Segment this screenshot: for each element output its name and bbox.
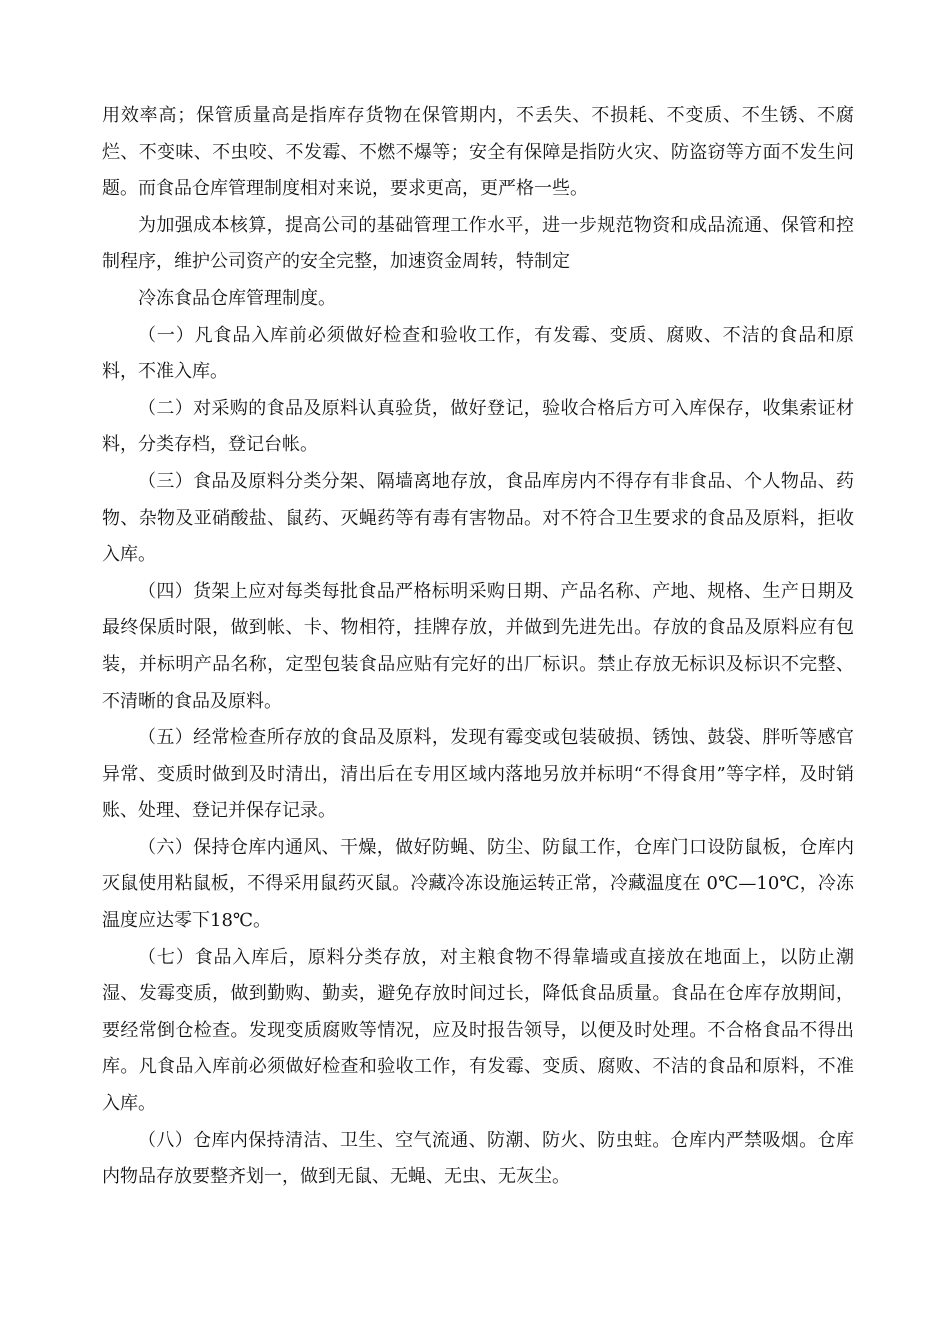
- paragraph-item-1: （一）凡食品入库前必须做好检查和验收工作，有发霉、变质、腐败、不洁的食品和原料，不准入库。: [102, 324, 854, 383]
- paragraph-item-8: （八）仓库内保持清洁、卫生、空气流通、防潮、防火、防虫蛀。仓库内严禁吸烟。仓库内物品存放要整齐划一，做到无鼠、无蝇、无虫、无灰尘。: [102, 1129, 854, 1188]
- document-page: [102, 98, 854, 1196]
- paragraph-item-4: （四）货架上应对每类每批食品严格标明采购日期、产品名称、产地、规格、生产日期及最终保质时限，做到帐、卡、物相符，挂牌存放，并做到先进先出。存放的食品及原料应有包装，并标明产品名称，定型包装食品应贴有完好的出厂标识。禁止存放无标识及标识不完整、不清晰的食品及原料。: [102, 580, 854, 712]
- paragraph-item-2: （二）对采购的食品及原料认真验货，做好登记，验收合格后方可入库保存，收集索证材料，分类存档，登记台帐。: [102, 397, 854, 456]
- paragraph-continuation: 用效率高；保管质量高是指库存货物在保管期内，不丢失、不损耗、不变质、不生锈、不腐烂、不变味、不虫咬、不发霉、不燃不爆等；安全有保障是指防火灾、防盗窃等方面不发生问题。而食品仓库管理制度相对来说，要求更高，更严格一些。: [102, 105, 854, 200]
- paragraph-item-5: （五）经常检查所存放的食品及原料，发现有霉变或包装破损、锈蚀、鼓袋、胖听等感官异常、变质时做到及时清出，清出后在专用区域内落地另放并标明“不得食用”等字样，及时销账、处理、登记并保存记录。: [102, 727, 854, 822]
- paragraph-title-line: 冷冻食品仓库管理制度。: [138, 287, 336, 309]
- paragraph-item-3: （三）食品及原料分类分架、隔墙离地存放，食品库房内不得存有非食品、个人物品、药物、杂物及亚硝酸盐、鼠药、灭蝇药等有毒有害物品。对不符合卫生要求的食品及原料，拒收入库。: [102, 470, 854, 566]
- paragraph-item-7: （七）食品入库后，原料分类存放，对主粮食物不得靠墙或直接放在地面上，以防止潮湿、发霉变质，做到勤购、勤卖，避免存放时间过长，降低食品质量。食品在仓库存放期间，要经常倒仓检查。发现变质腐败等情况，应及时报告领导，以便及时处理。不合格食品不得出库。凡食品入库前必须做好检查和验收工作，有发霉、变质、腐败、不洁的食品和原料，不准入库。: [102, 946, 854, 1115]
- paragraph-item-6: （六）保持仓库内通风、干燥，做好防蝇、防尘、防鼠工作，仓库门口设防鼠板，仓库内灭鼠使用粘鼠板，不得采用鼠药灭鼠。冷藏冷冻设施运转正常，冷藏温度在 0℃—10℃，冷冻温度应达零下18℃。: [102, 836, 854, 932]
- paragraph-intro: 为加强成本核算，提高公司的基础管理工作水平，进一步规范物资和成品流通、保管和控制程序，维护公司资产的安全完整，加速资金周转，特制定: [102, 214, 854, 273]
